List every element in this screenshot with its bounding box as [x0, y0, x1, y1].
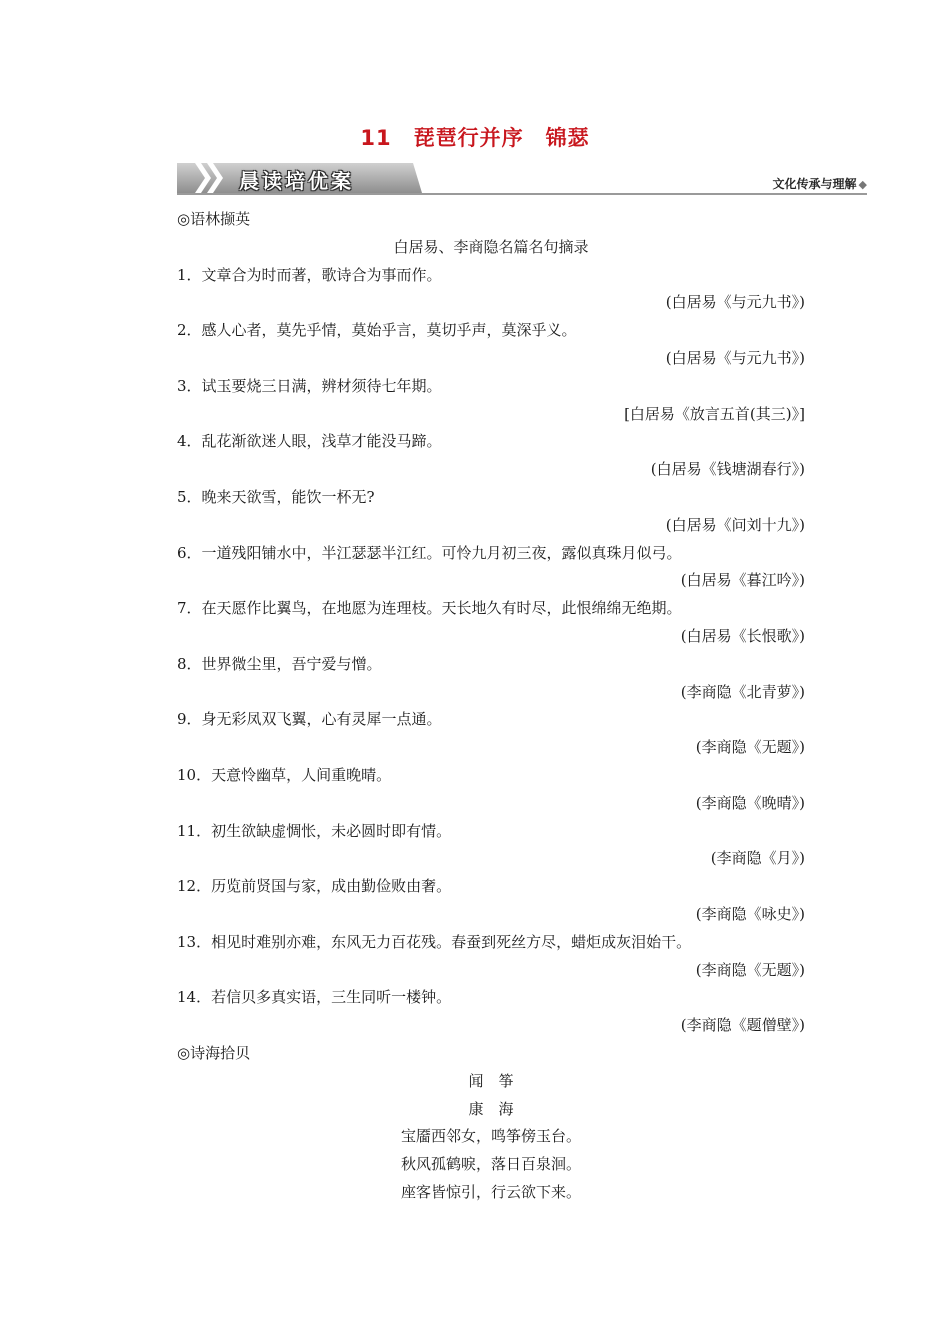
- quote-source: (李商隐《北青萝》): [680, 682, 805, 701]
- quote-list: [177, 262, 805, 1040]
- poem-line: 秋风孤鹤唳，落日百泉洄。: [400, 1155, 581, 1174]
- section-subtitle: 白居易、李商隐名篇名句摘录: [393, 237, 589, 256]
- quote-text: 1．文章合为时而著，歌诗合为事而作。: [177, 265, 442, 284]
- quote-text: 8．世界微尘里，吾宁爱与憎。: [177, 654, 382, 673]
- quote-source: (白居易《与元九书》): [665, 348, 805, 367]
- quote-source: (白居易《钱塘湖春行》): [650, 460, 805, 479]
- quote-source: (李商隐《月》): [710, 849, 805, 868]
- quote-source: (李商隐《无题》): [695, 960, 805, 979]
- title-part-2: 锦瑟: [545, 126, 590, 150]
- poem-author: 康 海: [468, 1099, 514, 1118]
- quote-text: 5．晚来天欲雪，能饮一杯无?: [177, 487, 375, 506]
- quote-source: (白居易《问刘十九》): [665, 515, 805, 534]
- quote-text: 2．感人心者，莫先乎情，莫始乎言，莫切乎声，莫深乎义。: [177, 321, 577, 340]
- poem-lines: [177, 1123, 805, 1206]
- quote-source: (李商隐《咏史》): [695, 904, 805, 923]
- poem-line: 宝靥西邻女，鸣筝傍玉台。: [400, 1127, 581, 1146]
- quote-source: (白居易《与元九书》): [665, 293, 805, 312]
- quote-source: (白居易《暮江吟》): [680, 571, 805, 590]
- quote-text: 9．身无彩凤双飞翼，心有灵犀一点通。: [177, 710, 442, 729]
- quote-source: (李商隐《晚晴》): [695, 793, 805, 812]
- banner-category: [773, 175, 867, 192]
- document-body: [177, 206, 805, 1207]
- section-heading-shihai: ◎诗海拾贝: [177, 1043, 251, 1062]
- page-title: [0, 122, 950, 152]
- quote-text: 14．若信贝多真实语，三生同听一楼钟。: [177, 988, 452, 1007]
- quote-text: 12．历览前贤国与家，成由勤俭败由奢。: [177, 877, 452, 896]
- poem-title: 闻 筝: [468, 1071, 514, 1090]
- quote-source: (李商隐《无题》): [695, 738, 805, 757]
- quote-text: 7．在天愿作比翼鸟，在地愿为连理枝。天长地久有时尽，此恨绵绵无绝期。: [177, 599, 682, 618]
- section-heading-yulin: ◎语林撷英: [177, 210, 251, 228]
- quote-text: 10．天意怜幽草，人间重晚晴。: [177, 765, 392, 784]
- quote-source: [白居易《放言五首(其三)》]: [624, 404, 805, 423]
- poem-line: 座客皆惊引，行云欲下来。: [400, 1182, 581, 1201]
- quote-text: 13．相见时难别亦难，东风无力百花残。春蚕到死丝方尽，蜡炬成灰泪始干。: [177, 932, 692, 951]
- lesson-number: 11: [360, 126, 392, 150]
- quote-text: 11．初生欲缺虚惆怅，未必圆时即有情。: [177, 821, 452, 840]
- banner-category-label: 文化传承与理解: [772, 177, 857, 191]
- section-banner: [177, 163, 867, 195]
- quote-text: 3．试玉要烧三日满，辨材须待七年期。: [177, 376, 442, 395]
- title-part-1: 琵琶行并序: [413, 126, 524, 150]
- diamond-icon: ◆: [858, 178, 867, 191]
- quote-source: (白居易《长恨歌》): [680, 626, 805, 645]
- banner-title: 晨读培优案: [239, 169, 354, 193]
- quote-source: (李商隐《题僧壁》): [680, 1016, 805, 1035]
- quote-text: 6．一道残阳铺水中，半江瑟瑟半江红。可怜九月初三夜，露似真珠月似弓。: [177, 543, 682, 562]
- quote-text: 4．乱花渐欲迷人眼，浅草才能没马蹄。: [177, 432, 442, 451]
- banner-underline: [177, 193, 867, 195]
